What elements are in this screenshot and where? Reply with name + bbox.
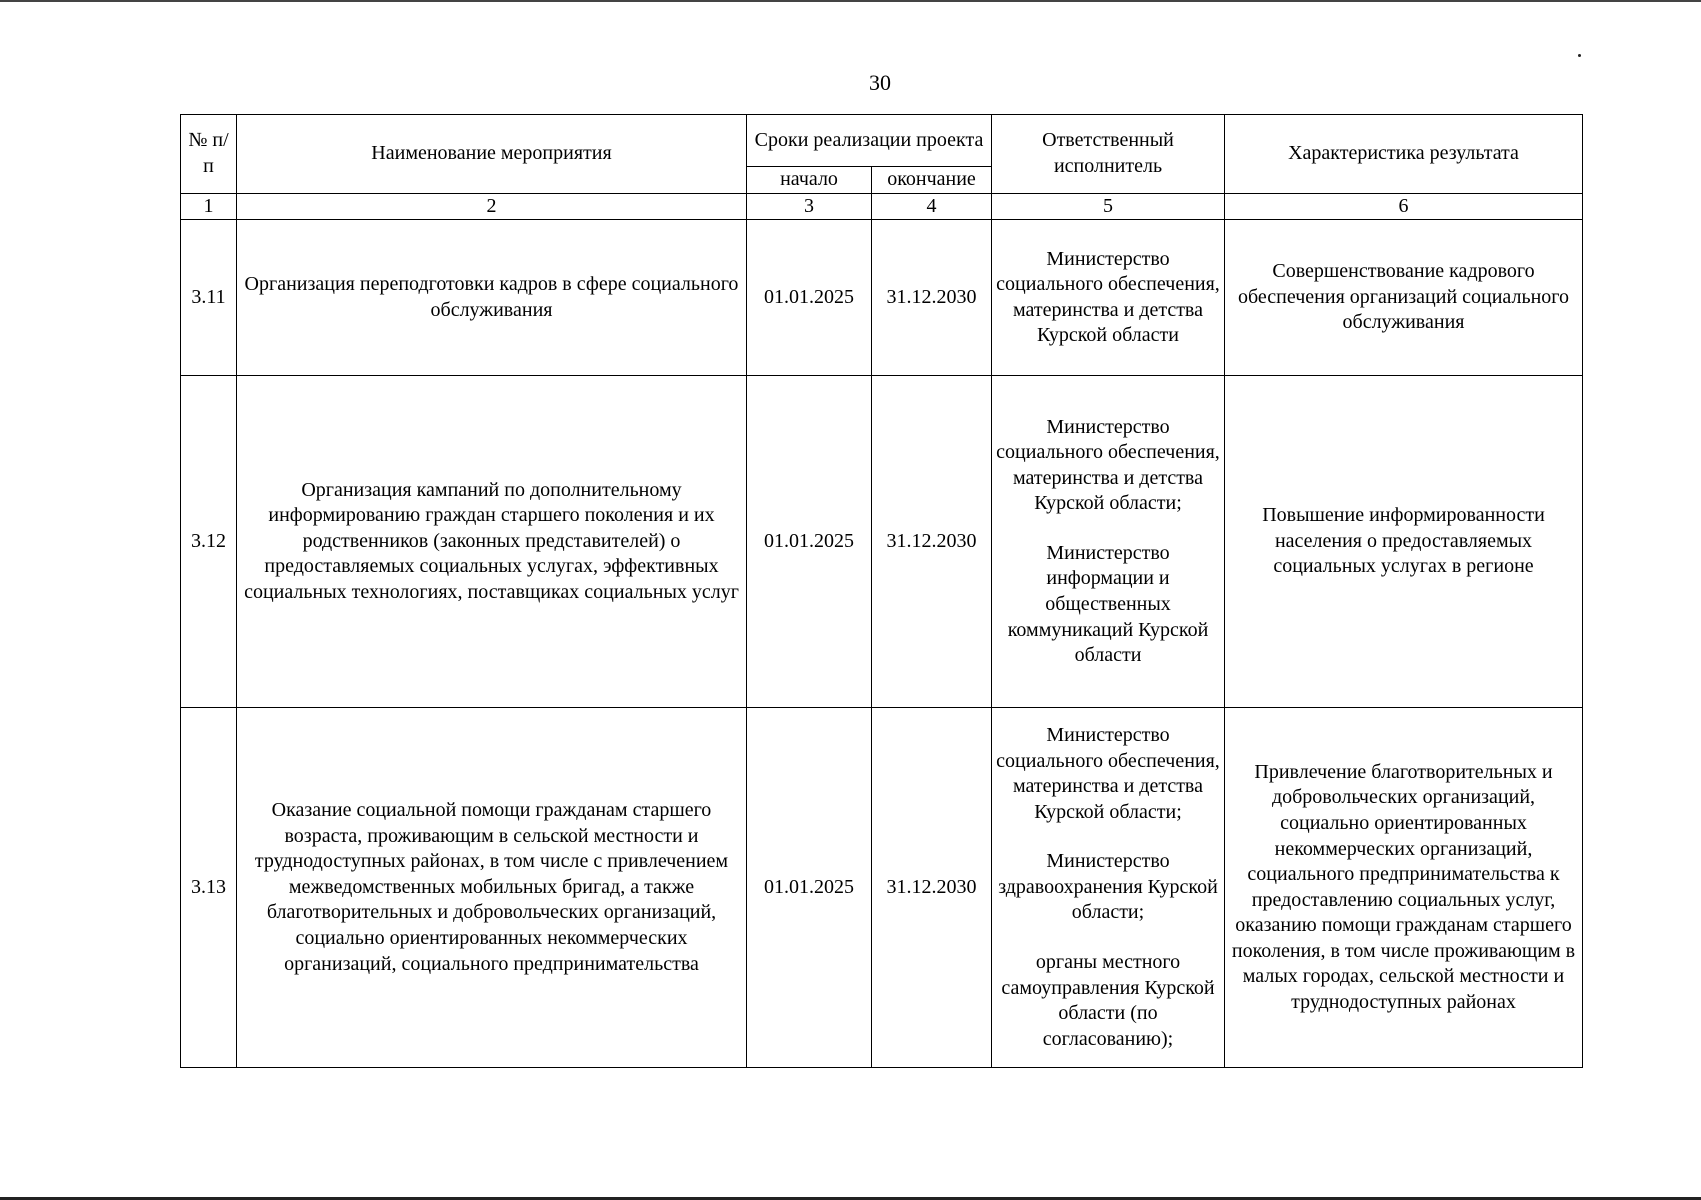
column-number: 1 <box>181 193 237 220</box>
table-row <box>181 708 1583 1068</box>
row-start: 01.01.2025 <box>747 376 872 708</box>
row-name: Организация кампаний по дополнительному информированию граждан старшего поколения и их родственников (законных представителей) о предоставляемых социальных услугах, эффективных социальных технологиях, поставщиках социальных услуг <box>237 376 747 708</box>
row-result: Повышение информированности населения о предоставляемых социальных услугах в регионе <box>1225 376 1583 708</box>
executor-line: Министерство здравоохранения Курской области; <box>998 850 1218 924</box>
executor-line: органы местного самоуправления Курской области (по согласованию); <box>1001 951 1215 1050</box>
row-num: 3.12 <box>181 376 237 708</box>
header-start: начало <box>747 167 872 194</box>
table-row <box>181 220 1583 376</box>
table-row <box>181 376 1583 708</box>
header-result: Характеристика результата <box>1225 115 1583 194</box>
executor-line: Министерство социального обеспечения, материнства и детства Курской области; <box>996 415 1220 515</box>
executor-line: Министерство социального обеспечения, материнства и детства Курской области <box>996 247 1220 347</box>
scan-edge-top <box>0 0 1701 2</box>
row-executor <box>992 708 1225 1068</box>
row-num: 3.11 <box>181 220 237 376</box>
row-executor <box>992 376 1225 708</box>
measures-table <box>180 114 1583 1068</box>
header-end: окончание <box>872 167 992 194</box>
row-result: Совершенствование кадрового обеспечения организаций социального обслуживания <box>1225 220 1583 376</box>
header-row <box>181 115 1583 167</box>
column-numbers-row <box>181 193 1583 220</box>
row-name: Организация переподготовки кадров в сфере социального обслуживания <box>237 220 747 376</box>
row-result: Привлечение благотворительных и добровольческих организаций, социально ориентированных некоммерческих организаций, социального предпринимательства к предоставлению социальных услуг, оказанию помощи гражданам старшего поколения, в том числе проживающим в малых городах, сельской местности и труднодоступных районах <box>1225 708 1583 1068</box>
row-end: 31.12.2030 <box>872 376 992 708</box>
row-executor <box>992 220 1225 376</box>
header-num: № п/п <box>181 115 237 194</box>
column-number: 4 <box>872 193 992 220</box>
column-number: 5 <box>992 193 1225 220</box>
header-name: Наименование мероприятия <box>237 115 747 194</box>
header-executor: Ответственный исполнитель <box>992 115 1225 194</box>
executor-line: Министерство информации и общественных коммуникаций Курской области <box>1007 541 1209 667</box>
row-end: 31.12.2030 <box>872 708 992 1068</box>
header-terms: Сроки реализации проекта <box>747 115 992 167</box>
column-number: 3 <box>747 193 872 220</box>
row-start: 01.01.2025 <box>747 708 872 1068</box>
row-start: 01.01.2025 <box>747 220 872 376</box>
page-number: 30 <box>869 70 891 95</box>
row-end: 31.12.2030 <box>872 220 992 376</box>
row-num: 3.13 <box>181 708 237 1068</box>
column-number: 6 <box>1225 193 1583 220</box>
executor-line: Министерство социального обеспечения, материнства и детства Курской области; <box>996 723 1220 823</box>
row-name: Оказание социальной помощи гражданам старшего возраста, проживающим в сельской местности и труднодоступных районах, в том числе с привлечением межведомственных мобильных бригад, а также благотворительных и добровольческих организаций, социально ориентированных некоммерческих организаций, социального предпринимательства <box>237 708 747 1068</box>
column-number: 2 <box>237 193 747 220</box>
scan-speck <box>1578 54 1581 57</box>
